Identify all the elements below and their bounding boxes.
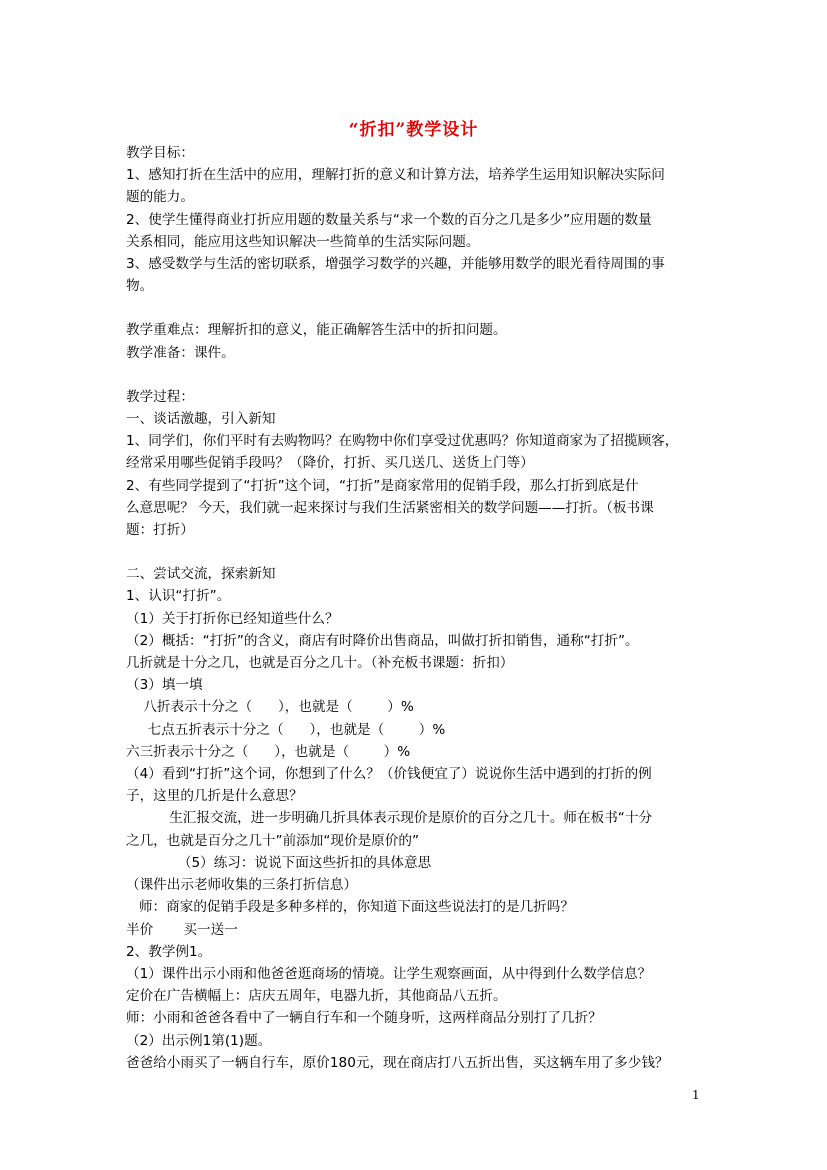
text-line: 定价在广告横幅上：店庆五周年，电器九折，其他商品八五折。 xyxy=(126,988,507,1005)
text-line: 教学目标： xyxy=(126,145,194,161)
text-line: （2）出示例1第(1)题。 xyxy=(126,1032,272,1049)
text-line: （课件出示老师收集的三条打折信息） xyxy=(126,877,358,894)
text-line: 题：打折） xyxy=(126,522,194,539)
text-line: 半价 买一送一 xyxy=(126,921,238,938)
text-line: 1、认识“打折”。 xyxy=(126,588,231,605)
text-line: 子，这里的几折是什么意思？ xyxy=(126,788,303,805)
text-line: 师：小雨和爸爸各看中了一辆自行车和一个随身听，这两样商品分别打了几折？ xyxy=(126,1010,602,1027)
text-line: 1、同学们，你们平时有去购物吗？在购物中你们享受过优惠吗？你知道商家为了招揽顾客， xyxy=(126,433,679,450)
blank-line xyxy=(126,364,704,386)
blank-line xyxy=(126,297,704,319)
document-body xyxy=(126,142,704,1074)
text-line: 题的能力。 xyxy=(126,189,194,206)
text-line: （2）概括：“打折”的含义，商店有时降价出售商品，叫做打折扣销售，通称“打折”。 xyxy=(126,632,639,649)
text-line: 教学重难点：理解折扣的意义，能正确解答生活中的折扣问题。 xyxy=(126,322,507,339)
text-line: 二、尝试交流，探索新知 xyxy=(126,566,276,583)
text-line: （1）课件出示小雨和他爸爸逛商场的情境。让学生观察画面，从中得到什么数学信息？ xyxy=(126,965,652,982)
text-line: 之几，也就是百分之几十”前添加“现价是原价的” xyxy=(126,832,420,849)
text-line: 生汇报交流，进一步明确几折具体表示现价是原价的百分之几十。师在板书“十分 xyxy=(126,810,653,827)
text-line: 六三折表示十分之（ ），也就是（ ）% xyxy=(126,743,411,760)
text-line: 物。 xyxy=(126,278,154,295)
text-line: 2、使学生懂得商业打折应用题的数量关系与“求一个数的百分之几是多少”应用题的数量 xyxy=(126,211,652,228)
text-line: 七点五折表示十分之（ ），也就是（ ）% xyxy=(126,721,446,738)
document-title: “折扣”教学设计 xyxy=(348,120,479,140)
text-line: 2、有些同学提到了“打折”这个词，“打折”是商家常用的促销手段，那么打折到底是什 xyxy=(126,477,639,494)
text-line: （1）关于打折你已经知道些什么？ xyxy=(126,610,339,627)
page-number: 1 xyxy=(692,1088,700,1102)
text-line: 一、谈话激趣，引入新知 xyxy=(126,411,276,428)
text-line: 3、感受数学与生活的密切联系，增强学习数学的兴趣，并能够用数学的眼光看待周围的事 xyxy=(126,256,665,273)
text-line: 2、教学例1。 xyxy=(126,943,212,960)
text-line: （5）练习：说说下面这些折扣的具体意思 xyxy=(126,854,432,871)
text-line: 1、感知打折在生活中的应用，理解打折的意义和计算方法，培养学生运用知识解决实际问 xyxy=(126,167,665,184)
text-line: 么意思呢？ 今天，我们就一起来探讨与我们生活紧密相关的数学问题——打折。（板书课 xyxy=(126,499,654,516)
text-line: 教学过程： xyxy=(126,388,194,405)
blank-line xyxy=(126,541,704,563)
text-line: 教学准备：课件。 xyxy=(126,344,235,361)
text-line: 经常采用哪些促销手段吗？（降价，打折、买几送几、送货上门等） xyxy=(126,455,534,472)
text-line: 爸爸给小雨买了一辆自行车，原价180元，现在商店打八五折出售，买这辆车用了多少钱？ xyxy=(126,1054,669,1071)
text-line: 几折就是十分之几，也就是百分之几十。（补充板书课题：折扣） xyxy=(126,655,514,672)
text-line: 师：商家的促销手段是多种多样的，你知道下面这些说法打的是几折吗？ xyxy=(126,899,574,916)
text-line: 关系相同，能应用这些知识解决一些简单的生活实际问题。 xyxy=(126,233,480,250)
text-line: （3）填一填 xyxy=(126,677,203,694)
text-line: 八折表示十分之（ ），也就是（ ）% xyxy=(126,699,414,716)
text-line: （4）看到“打折”这个词，你想到了什么？（价钱便宜了）说说你生活中遇到的打折的例 xyxy=(126,766,652,783)
